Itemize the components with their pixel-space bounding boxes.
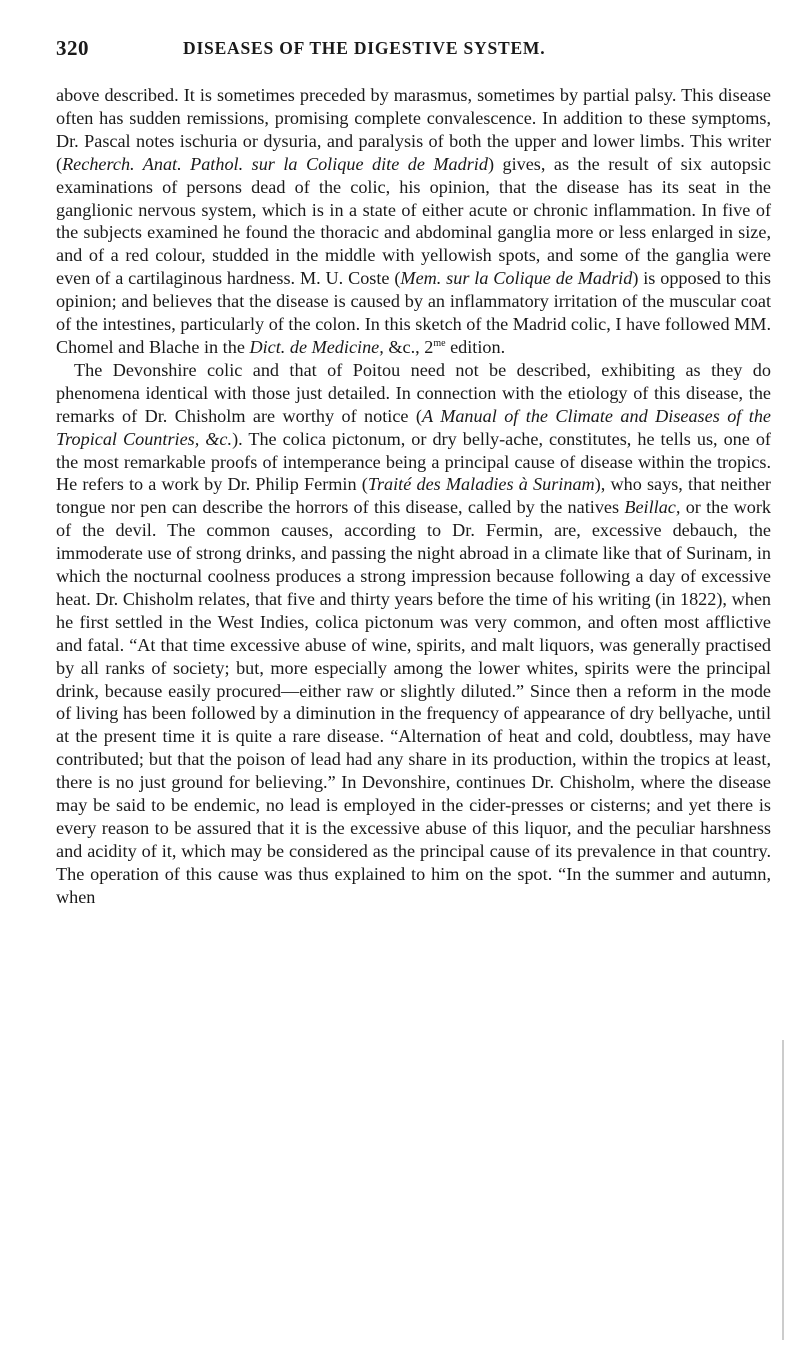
paragraph-1	[56, 84, 771, 359]
text-run: or the work of the devil. The common causes, according to Dr. Fermin, are, excessive debauch, the immoderate use of strong drinks, and passing the night abroad in a climate like that of Surinam, in which the nocturnal coolness produces a strong impression because following a day of excessive heat. Dr. Chisholm relates, that five and thirty years before the time of his writing (in 1822), when he first settled in the West Indies, colica pictonum was very common, and often most afflictive and fatal. “At that time excessive abuse of wine, spirits, and malt liquors, was generally practised by all ranks of society; but, more especially among the lower whites, spirits were the principal drink, because easily procured—either raw or slightly diluted.” Since then a reform in the mode of living has been followed by a diminution in the frequency of appearance of dry bellyache, until at the present time it is quite a rare disease. “Alternation of heat and cold, doubtless, may have contributed; but that the poison of lead had any share in its production, within the tropics at least, there is no just ground for believing.” In Devonshire, continues Dr. Chisholm, where the disease may be said to be endemic, no lead is employed in the cider-presses or cisterns; and yet there is every reason to be assured that it is the excessive abuse of this liquor, and the peculiar harshness and acidity of it, which may be considered as the principal cause of its prevalence in that country. The operation of this cause was thus explained to him on the spot. “In the summer and autumn, when	[56, 497, 772, 907]
scan-edge-shadow	[782, 1040, 784, 1340]
text-run: The Devonshire colic and that of Poitou need not be described, exhibiting as they do phenomena identical with those just detailed. In connection with the etiology of this disease, the remarks of Dr. Chisholm are worthy of notice (	[56, 359, 771, 426]
paragraph-2	[56, 359, 771, 909]
italic-citation: Dict. de Medicine,	[249, 336, 389, 357]
text-run: ). The colica pictonum, or dry belly-ache, constitutes, he tells us, one of the most remarkable proofs of intemperance being a principal cause of disease within the tropics. He refers to a work by Dr. Philip Fermin (	[56, 428, 771, 495]
text-run: above described. It is sometimes preceded by marasmus, sometimes by partial palsy. This disease often has sudden remissions, promising complete convalescence. In addition to these symptoms, Dr. Pascal notes ischuria or dysuria, and paralysis of both the upper and lower limbs. This writer (	[56, 85, 771, 174]
italic-citation: A Manual of the Climate and Diseases of the Tropical Countries, &c.	[56, 405, 772, 449]
italic-citation: Traité des Maladies à Surinam	[367, 474, 595, 495]
page-number: 320	[56, 36, 89, 60]
superscript-text: me	[433, 337, 446, 349]
text-run: ) is opposed to this opinion; and believes that the disease is caused by an inflammatory irritation of the muscular coat of the intestines, particularly of the colon. In this sketch of the Madrid colic, I have followed MM. Chomel and Blache in the	[56, 268, 771, 357]
body-text	[56, 84, 771, 909]
running-header	[56, 36, 756, 62]
text-run: ) gives, as the result of six autopsic examinations of persons dead of the colic, his opinion, that the disease has its seat in the ganglionic nervous system, which is in a state of either acute or chronic inflammation. In five of the subjects examined he found the thoracic and abdominal ganglia more or less enlarged in size, and of a red colour, studded in the middle with yellowish spots, and some of the ganglia were even of a cartilaginous hardness. M. U. Coste (	[56, 153, 771, 289]
text-run: &c., 2	[388, 336, 434, 357]
italic-citation: Recherch. Anat. Pathol. sur la Colique dite de Madrid	[62, 153, 488, 174]
text-run: ), who says, that neither tongue nor pen can describe the horrors of this disease, called by the natives	[56, 474, 771, 518]
italic-citation: Beillac,	[624, 497, 681, 518]
header-title: DISEASES OF THE DIGESTIVE SYSTEM.	[183, 38, 546, 58]
italic-citation: Mem. sur la Colique de Madrid	[400, 268, 633, 289]
text-run: edition.	[445, 336, 506, 357]
